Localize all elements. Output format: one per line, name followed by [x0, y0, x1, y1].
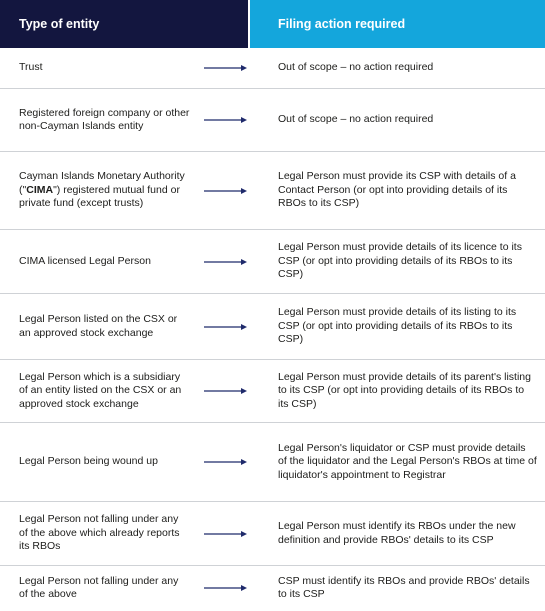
- filing-action: Legal Person must provide its CSP with details of a Contact Person (or opt into providing details of its RBOs to its CSP): [278, 170, 516, 210]
- table-row: [0, 48, 545, 89]
- entity-type: Legal Person being wound up: [19, 455, 158, 468]
- table-header: [0, 0, 545, 48]
- arrow-icon: [190, 387, 276, 395]
- arrow-icon: [190, 584, 276, 592]
- entity-type: Trust: [19, 61, 43, 74]
- entity-type: Legal Person not falling under any of the above which already reports its RBOs: [19, 513, 180, 553]
- arrow-icon: [190, 64, 276, 72]
- entity-type: Legal Person not falling under any of the above: [19, 574, 179, 600]
- entity-type: CIMA licensed Legal Person: [19, 254, 151, 267]
- filing-action: CSP must identify its RBOs and provide RBOs' details to its CSP: [278, 574, 530, 600]
- filing-action: Out of scope – no action required: [278, 113, 434, 126]
- arrow-icon: [190, 116, 276, 124]
- arrow-icon: [190, 323, 276, 331]
- filing-action: Legal Person must identify its RBOs under the new definition and provide RBOs' details to its CSP: [278, 520, 516, 546]
- entity-type: Legal Person which is a subsidiary of an entity listed on the CSX or an approved stock exchange: [19, 370, 182, 410]
- filing-action: Out of scope – no action required: [278, 61, 434, 74]
- arrow-icon: [190, 258, 276, 266]
- arrow-icon: [190, 187, 276, 195]
- table-row: [0, 360, 545, 423]
- table-row: [0, 502, 545, 566]
- table-row: [0, 294, 545, 360]
- entity-type: [0, 170, 190, 211]
- entity-type: Legal Person listed on the CSX or an approved stock exchange: [19, 313, 178, 339]
- header-filing-action: Filing action required: [250, 0, 545, 48]
- table-row: [0, 230, 545, 294]
- filing-action: Legal Person's liquidator or CSP must provide details of the liquidator and the Legal Person's RBOs at time of liquidator's appointment to Registrar: [278, 441, 537, 481]
- table-row: [0, 423, 545, 502]
- filing-action: Legal Person must provide details of its licence to its CSP (or opt into providing details of its RBOs to its CSP): [278, 241, 522, 281]
- entity-text-bold: CIMA: [26, 183, 54, 196]
- filing-action: Legal Person must provide details of its listing to its CSP (or opt into providing details of its RBOs to its CSP): [278, 306, 517, 346]
- entity-type: Registered foreign company or other non-Cayman Islands entity: [19, 106, 190, 132]
- header-type-of-entity: Type of entity: [0, 0, 248, 48]
- filing-action: Legal Person must provide details of its parent's listing to its CSP (or opt into providing details of its RBOs to its CSP): [278, 370, 531, 410]
- arrow-icon: [190, 458, 276, 466]
- entity-text-pre: Cayman Islands Monetary Authority (": [19, 170, 185, 196]
- table-row: [0, 89, 545, 152]
- entity-text-post: ") registered mutual fund or private fund (except trusts): [19, 183, 180, 210]
- table-row: [0, 566, 545, 610]
- arrow-icon: [190, 530, 276, 538]
- table-row: [0, 152, 545, 230]
